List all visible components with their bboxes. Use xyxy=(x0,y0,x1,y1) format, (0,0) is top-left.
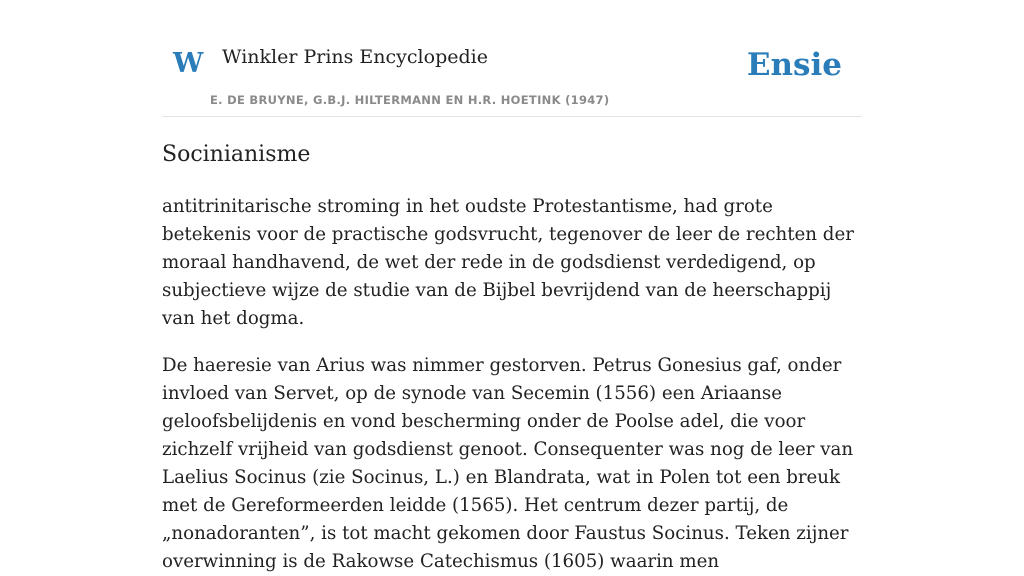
article-paragraph: antitrinitarische stroming in het oudste Protestantisme, had grote betekenis voor de practische godsvrucht, tegenover de leer de rechten der moraal handhavend, de wet der rede in de godsdienst verdedigend, op subjectieve wijze de studie van de Bijbel bevrijdend van de heerschappij van het dogma. xyxy=(162,196,854,329)
authors-line: E. DE BRUYNE, G.B.J. HILTERMANN EN H.R. HOETINK (1947) xyxy=(210,93,610,107)
article-title: Socinianisme xyxy=(162,142,311,167)
brand-logo[interactable]: Ensie xyxy=(746,47,842,83)
article-paragraph: De haeresie van Arius was nimmer gestorven. Petrus Gonesius gaf, onder invloed van Servet, op de synode van Secemin (1556) een Ariaanse geloofsbelijdenis en vond bescherming onder de Poolse adel, die voor zichzelf vrijheid van godsdienst genoot. Consequenter was nog de leer van Laelius Socinus (zie Socinus, L.) en Blandrata, wat in Polen tot een breuk met de Gereformeerden leidde (1565). Het centrum dezer partij, de „nonadoranten”, is tot macht gekomen door Faustus Socinus. Teken zijner overwinning is de Rakowse Catechismus (1605) waarin men xyxy=(162,355,854,572)
logo-w-icon[interactable]: W xyxy=(173,48,204,79)
article xyxy=(162,140,862,576)
site-title[interactable]: Winkler Prins Encyclopedie xyxy=(222,46,488,68)
site-header xyxy=(162,0,862,117)
